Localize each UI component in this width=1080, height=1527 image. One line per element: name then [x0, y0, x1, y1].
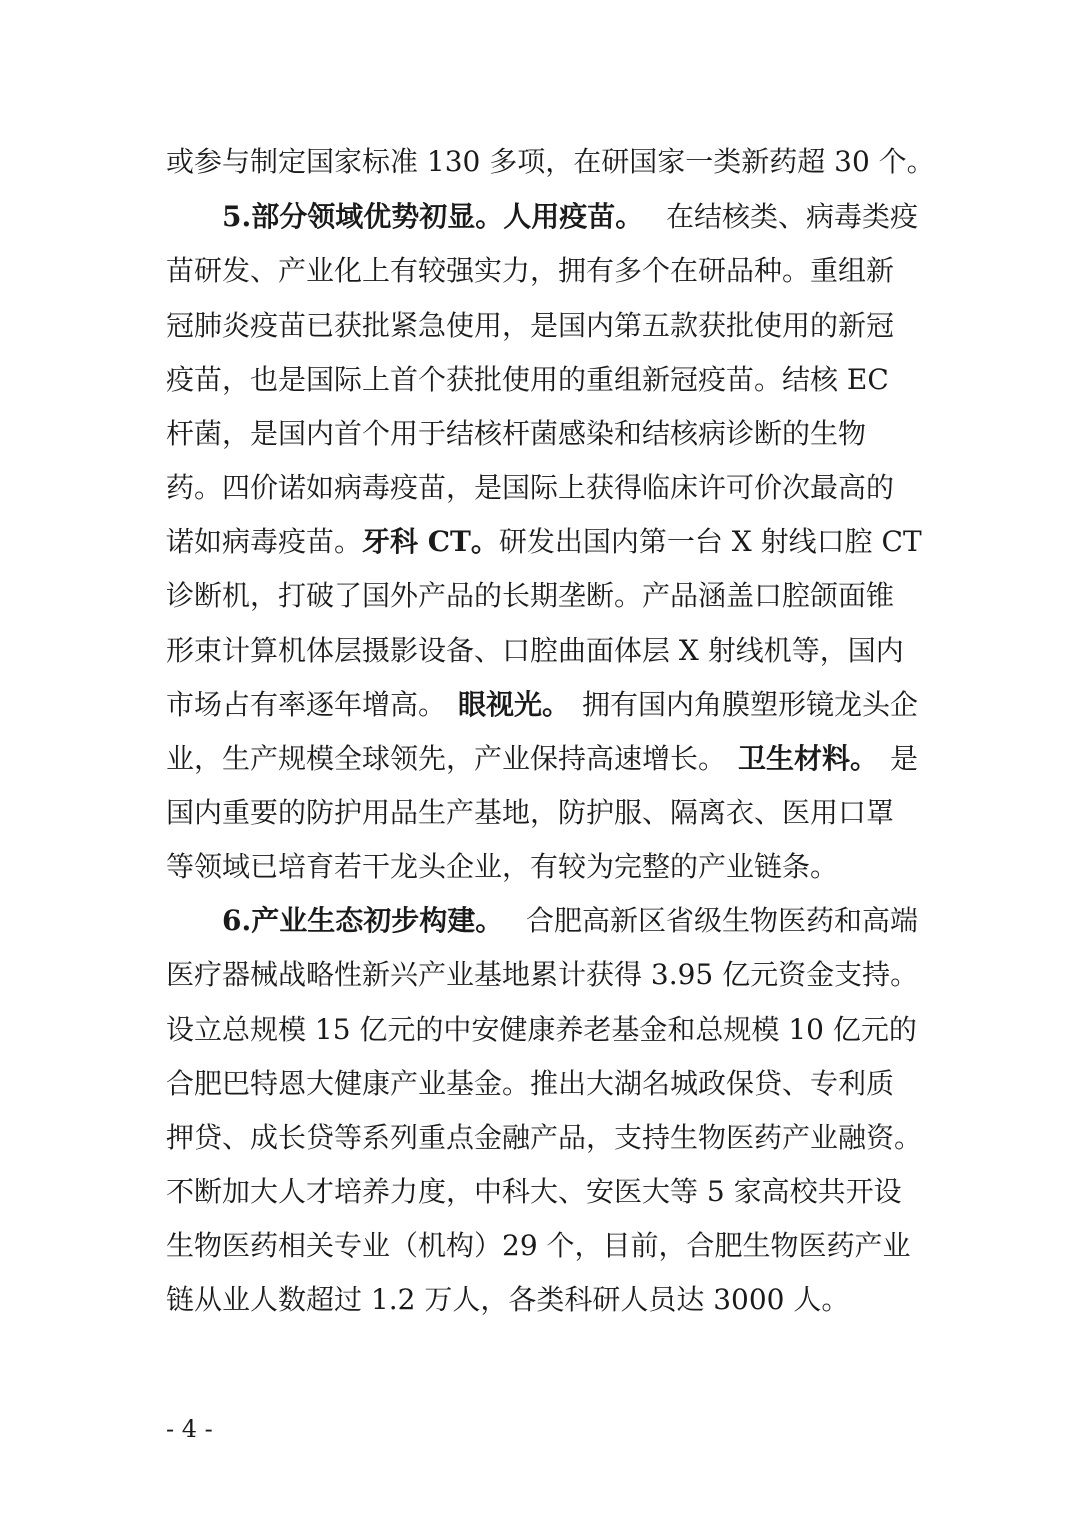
- text-run: 合肥高新区省级生物医药和高端: [525, 904, 918, 937]
- paragraph-line: [166, 251, 918, 291]
- paragraph-line: [222, 197, 918, 237]
- text-run: 疫苗，也是国际上首个获批使用的重组新冠疫苗。结核 EC: [166, 363, 889, 396]
- text-run: 医疗器械战略性新兴产业基地累计获得 3.95 亿元资金支持。: [166, 958, 919, 991]
- paragraph-line: [166, 360, 918, 400]
- subheading-optometry: 眼视光。: [457, 688, 570, 721]
- paragraph-line: [222, 901, 918, 941]
- subheading-sanitary-materials: 卫生材料。: [737, 742, 878, 775]
- text-run: 诺如病毒疫苗。: [166, 525, 363, 558]
- page-number: - 4 -: [166, 1415, 213, 1443]
- text-run: 拥有国内角膜塑形镜龙头企: [581, 688, 918, 721]
- section-heading-6: 6.产业生态初步构建。: [222, 904, 504, 937]
- text-run: 诊断机，打破了国外产品的长期垄断。产品涵盖口腔颌面锥: [166, 579, 895, 612]
- text-run: 合肥巴特恩大健康产业基金。推出大湖名城政保贷、专利质: [166, 1067, 895, 1100]
- text-run: 生物医药相关专业（机构）29 个，目前，合肥生物医药产业: [166, 1229, 911, 1262]
- text-run: 在结核类、病毒类疫: [665, 200, 918, 233]
- paragraph-line: [166, 793, 918, 833]
- text-run: 不断加大人才培养力度，中科大、安医大等 5 家高校共开设: [166, 1175, 902, 1208]
- text-run: 押贷、成长贷等系列重点金融产品，支持生物医药产业融资。: [166, 1121, 923, 1154]
- paragraph-line: [166, 739, 918, 779]
- paragraph-line: [166, 468, 918, 508]
- text-run: 业，生产规模全球领先，产业保持高速增长。: [166, 742, 727, 775]
- paragraph-line: [166, 631, 918, 671]
- text-run: 国内重要的防护用品生产基地，防护服、隔离衣、医用口罩: [166, 796, 895, 829]
- paragraph-line: [166, 1010, 918, 1050]
- paragraph-line: [166, 847, 918, 887]
- paragraph-line: [166, 1118, 923, 1158]
- text-run: 形束计算机体层摄影设备、口腔曲面体层 X 射线机等，国内: [166, 634, 904, 667]
- paragraph-line: [166, 306, 918, 346]
- text-run: 药。四价诺如病毒疫苗，是国际上获得临床许可价次最高的: [166, 471, 895, 504]
- section-heading-5: 5.部分领域优势初显。人用疫苗。: [222, 200, 644, 233]
- text-run: 苗研发、产业化上有较强实力，拥有多个在研品种。重组新: [166, 254, 895, 287]
- text-run: 链从业人数超过 1.2 万人，各类科研人员达 3000 人。: [166, 1283, 850, 1316]
- text-run: 设立总规模 15 亿元的中安健康养老基金和总规模 10 亿元的: [166, 1013, 917, 1046]
- paragraph-line: [166, 522, 922, 562]
- text-run: 等领域已培育若干龙头企业，有较为完整的产业链条。: [166, 850, 839, 883]
- text-run: 研发出国内第一台 X 射线口腔 CT: [498, 525, 922, 558]
- paragraph-line: [166, 576, 918, 616]
- text-run: 市场占有率逐年增高。: [166, 688, 447, 721]
- text-run: 是: [889, 742, 918, 775]
- paragraph-line: [166, 142, 935, 182]
- subheading-dental-ct: 牙科 CT。: [362, 525, 499, 558]
- paragraph-line: [166, 1226, 918, 1266]
- paragraph-line: [166, 955, 918, 995]
- paragraph-line: [166, 1172, 918, 1212]
- paragraph-line: [166, 414, 918, 454]
- paragraph-line: [166, 685, 918, 725]
- text-run: 冠肺炎疫苗已获批紧急使用，是国内第五款获批使用的新冠: [166, 309, 895, 342]
- paragraph-line: [166, 1280, 918, 1320]
- text-run: 杆菌，是国内首个用于结核杆菌感染和结核病诊断的生物: [166, 417, 867, 450]
- paragraph-line: [166, 1064, 918, 1104]
- text-run: 或参与制定国家标准 130 多项，在研国家一类新药超 30 个。: [166, 145, 935, 178]
